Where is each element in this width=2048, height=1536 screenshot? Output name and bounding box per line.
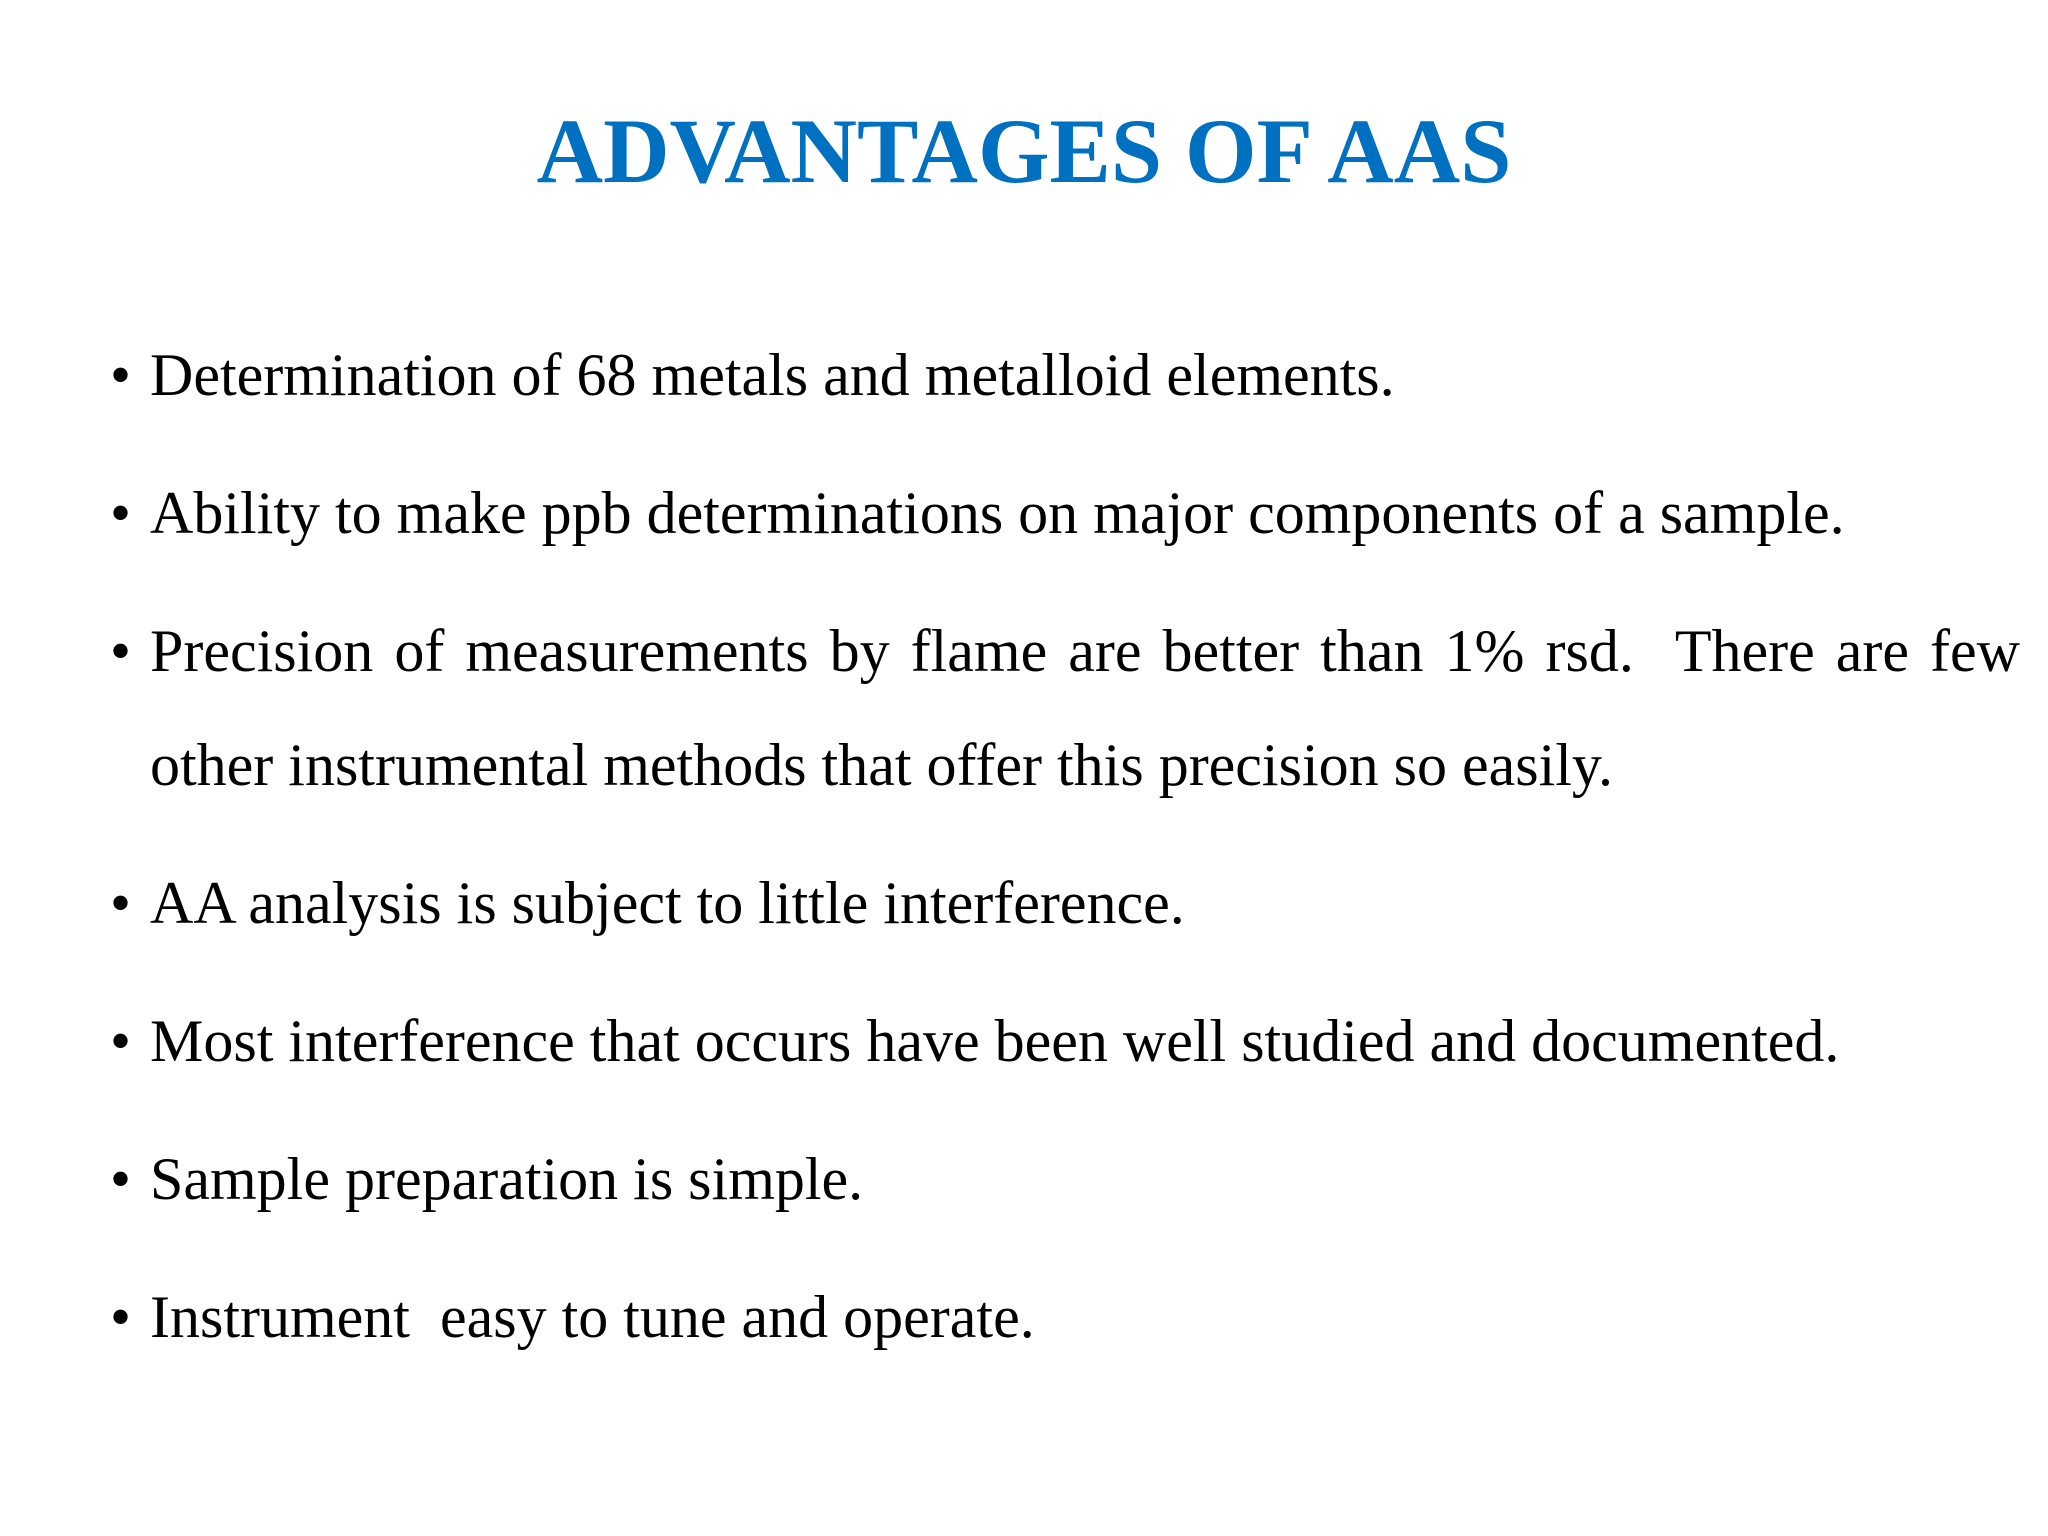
bullet-icon: • (110, 1284, 132, 1350)
bullet-icon: • (110, 480, 132, 546)
list-item (110, 594, 2035, 822)
bullet-text: Most interference that occurs have been well studied and documented. (150, 1008, 1840, 1074)
bullet-text: Ability to make ppb determinations on major components of a sample. (150, 480, 1845, 546)
list-item (110, 984, 2020, 1098)
bullet-text: Determination of 68 metals and metalloid elements. (150, 342, 1395, 408)
bullet-icon: • (110, 1008, 132, 1074)
list-item (110, 1260, 2020, 1374)
bullet-list (110, 318, 2035, 1398)
slide-title: ADVANTAGES OF AAS (536, 100, 1512, 202)
bullet-text: Precision of measurements by flame are better than 1% rsd. There are few other instrumental methods that offer this precision so easily. (150, 618, 2035, 798)
list-item (110, 846, 2020, 960)
bullet-text: Instrument easy to tune and operate. (150, 1284, 1035, 1350)
bullet-icon: • (110, 618, 132, 684)
bullet-icon: • (110, 870, 132, 936)
list-item (110, 1122, 2020, 1236)
bullet-icon: • (110, 342, 132, 408)
list-item (110, 318, 2020, 432)
bullet-text: Sample preparation is simple. (150, 1146, 864, 1212)
bullet-icon: • (110, 1146, 132, 1212)
list-item (110, 456, 2020, 570)
bullet-text: AA analysis is subject to little interference. (150, 870, 1185, 936)
